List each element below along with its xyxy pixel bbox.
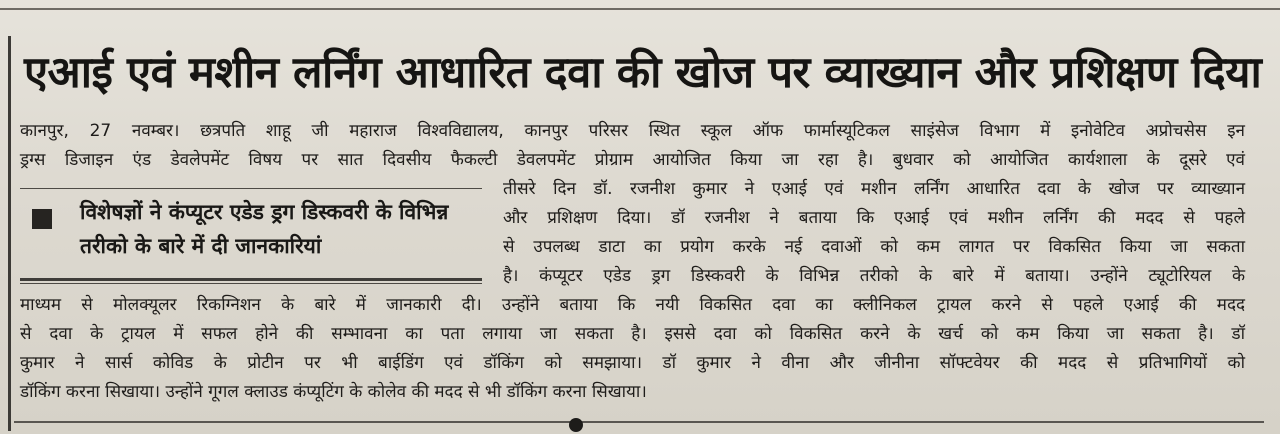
- article-line: माध्यम से मोलक्यूलर रिकग्निशन के बारे में जानकारी दी। उन्होंने बताया कि नयी विकसित दवा का क्लीनिकल ट्रायल करने से पहले एआई की मदद: [20, 295, 1245, 315]
- article-line: कानपुर, 27 नवम्बर। छत्रपति शाहू जी महाराज विश्वविद्यालय, कानपुर परिसर स्थित स्कूल ऑफ फार्मास्यूटिकल साइंसेज विभाग में इनोवेटिव अप्रोचसेस इन: [20, 121, 1245, 141]
- article-line: और प्रशिक्षण दिया। डॉ रजनीश ने बताया कि एआई एवं मशीन लर्निंग की मदद से पहले: [503, 208, 1245, 228]
- bottom-dot-mark: [569, 418, 583, 432]
- highlight-box: [20, 188, 482, 284]
- highlight-bottom-rule: [20, 278, 482, 281]
- article-line: है। कंप्यूटर एडेड ड्रग डिस्कवरी के विभिन्न तरीको के बारे में बताया। उन्होंने ट्यूटोरियल के: [503, 266, 1245, 286]
- bullet-square-icon: [32, 209, 52, 229]
- article-line: ड्रग्स डिजाइन एंड डेवलेपमेंट विषय पर सात दिवसीय फैकल्टी डेवलपमेंट प्रोग्राम आयोजित किया जा रहा है। बुधवार को आयोजित कार्यशाला के दूसरे एवं: [20, 150, 1245, 170]
- top-border-rule: [0, 8, 1280, 10]
- article-line: से उपलब्ध डाटा का प्रयोग करके नई दवाओं को कम लागत पर विकसित किया जा सकता: [503, 237, 1245, 257]
- highlight-text: विशेषज्ञों ने कंप्यूटर एडेड ड्रग डिस्कवरी के विभिन्न तरीको के बारे में दी जानकारियां: [80, 200, 449, 258]
- article-line: डॉकिंग करना सिखाया। उन्होंने गूगल क्लाउड कंप्यूटिंग के कोलेव की मदद से भी डॉकिंग करना सिखाया।: [20, 382, 647, 402]
- bottom-border-rule: [14, 421, 1264, 423]
- article-line: कुमार ने सार्स कोविड के प्रोटीन पर भी बाईडिंग एवं डॉकिंग को समझाया। डॉ कुमार ने वीना और जीनीना सॉफ्टवेयर की मदद से प्रतिभागियों को: [20, 353, 1245, 373]
- article-line: से दवा के ट्रायल में सफल होने की सम्भावना का पता लगाया जा सकता है। इससे दवा को विकसित करने के खर्च को कम किया जा सकता है। डॉ: [20, 324, 1245, 344]
- article-line: तीसरे दिन डॉ. रजनीश कुमार ने एआई एवं मशीन लर्निंग आधारित दवा के खोज पर व्याख्यान: [503, 179, 1245, 199]
- left-border-rule: [8, 36, 11, 431]
- headline: एआई एवं मशीन लर्निंग आधारित दवा की खोज पर व्याख्यान और प्रशिक्षण दिया: [24, 48, 1262, 98]
